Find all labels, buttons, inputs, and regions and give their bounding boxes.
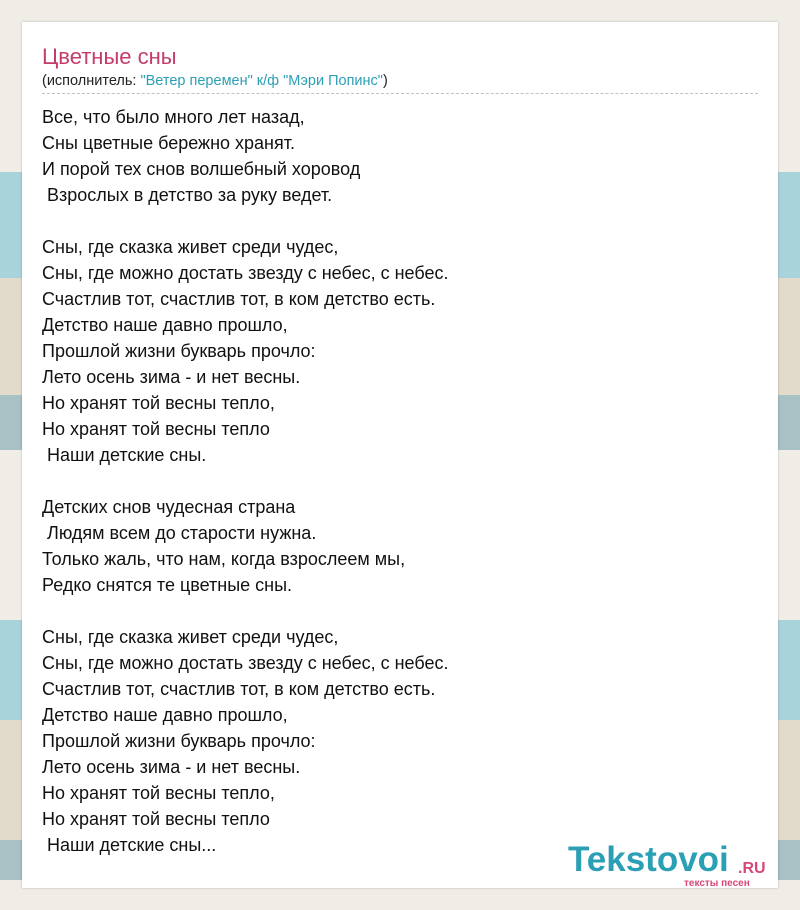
lyric-line: Сны, где сказка живет среди чудес, [42,627,339,647]
subtitle-suffix: ) [382,73,388,89]
lyric-line: Сны цветные бережно хранят. [42,133,295,153]
lyric-line: Прошлой жизни букварь прочло: [42,341,316,361]
lyric-line: Лето осень зима - и нет весны. [42,757,301,777]
lyric-line: Сны, где можно достать звезду с небес, с небес. [42,653,449,673]
lyric-line: Только жаль, что нам, когда взрослеем мы, [42,549,406,569]
site-logo[interactable] [568,840,778,888]
lyric-line: Людям всем до старости нужна. [42,523,317,543]
lyric-line [42,598,758,624]
subtitle-prefix: (исполнитель: [42,73,141,89]
title-divider [42,93,758,94]
lyric-line: Но хранят той весны тепло, [42,393,275,413]
lyric-line: Детство наше давно прошло, [42,705,288,725]
song-title: Цветные сны [42,44,177,69]
logo-wordmark: Tekstovoi [568,840,729,879]
lyric-line: Сны, где можно достать звезду с небес, с небес. [42,263,449,283]
lyric-line: Но хранят той весны тепло [42,419,270,439]
lyric-line: Прошлой жизни букварь прочло: [42,731,316,751]
lyric-line: Наши детские сны. [42,445,207,465]
lyrics-card [22,22,778,888]
lyric-line: И порой тех снов волшебный хоровод [42,159,361,179]
lyric-line [42,468,758,494]
logo-tld: .RU [738,860,766,877]
lyric-line: Сны, где сказка живет среди чудес, [42,237,339,257]
lyric-line: Счастлив тот, счастлив тот, в ком детство есть. [42,679,436,699]
lyric-line [42,208,758,234]
lyric-line: Наши детские сны... [42,835,217,855]
lyric-line: Но хранят той весны тепло [42,809,270,829]
lyric-line: Но хранят той весны тепло, [42,783,275,803]
lyric-line: Все, что было много лет назад, [42,107,305,127]
lyric-line: Лето осень зима - и нет весны. [42,367,301,387]
logo-tagline: тексты песен [684,878,750,889]
lyric-line: Взрослых в детство за руку ведет. [42,185,333,205]
lyric-line: Детство наше давно прошло, [42,315,288,335]
lyric-line: Счастлив тот, счастлив тот, в ком детство есть. [42,289,436,309]
lyrics-body [42,104,758,858]
lyric-line: Редко снятся те цветные сны. [42,575,293,595]
lyric-line: Детских снов чудесная страна [42,497,296,517]
song-subtitle [42,73,388,89]
artist-link[interactable]: "Ветер перемен" к/ф "Мэри Попинс" [140,73,383,89]
